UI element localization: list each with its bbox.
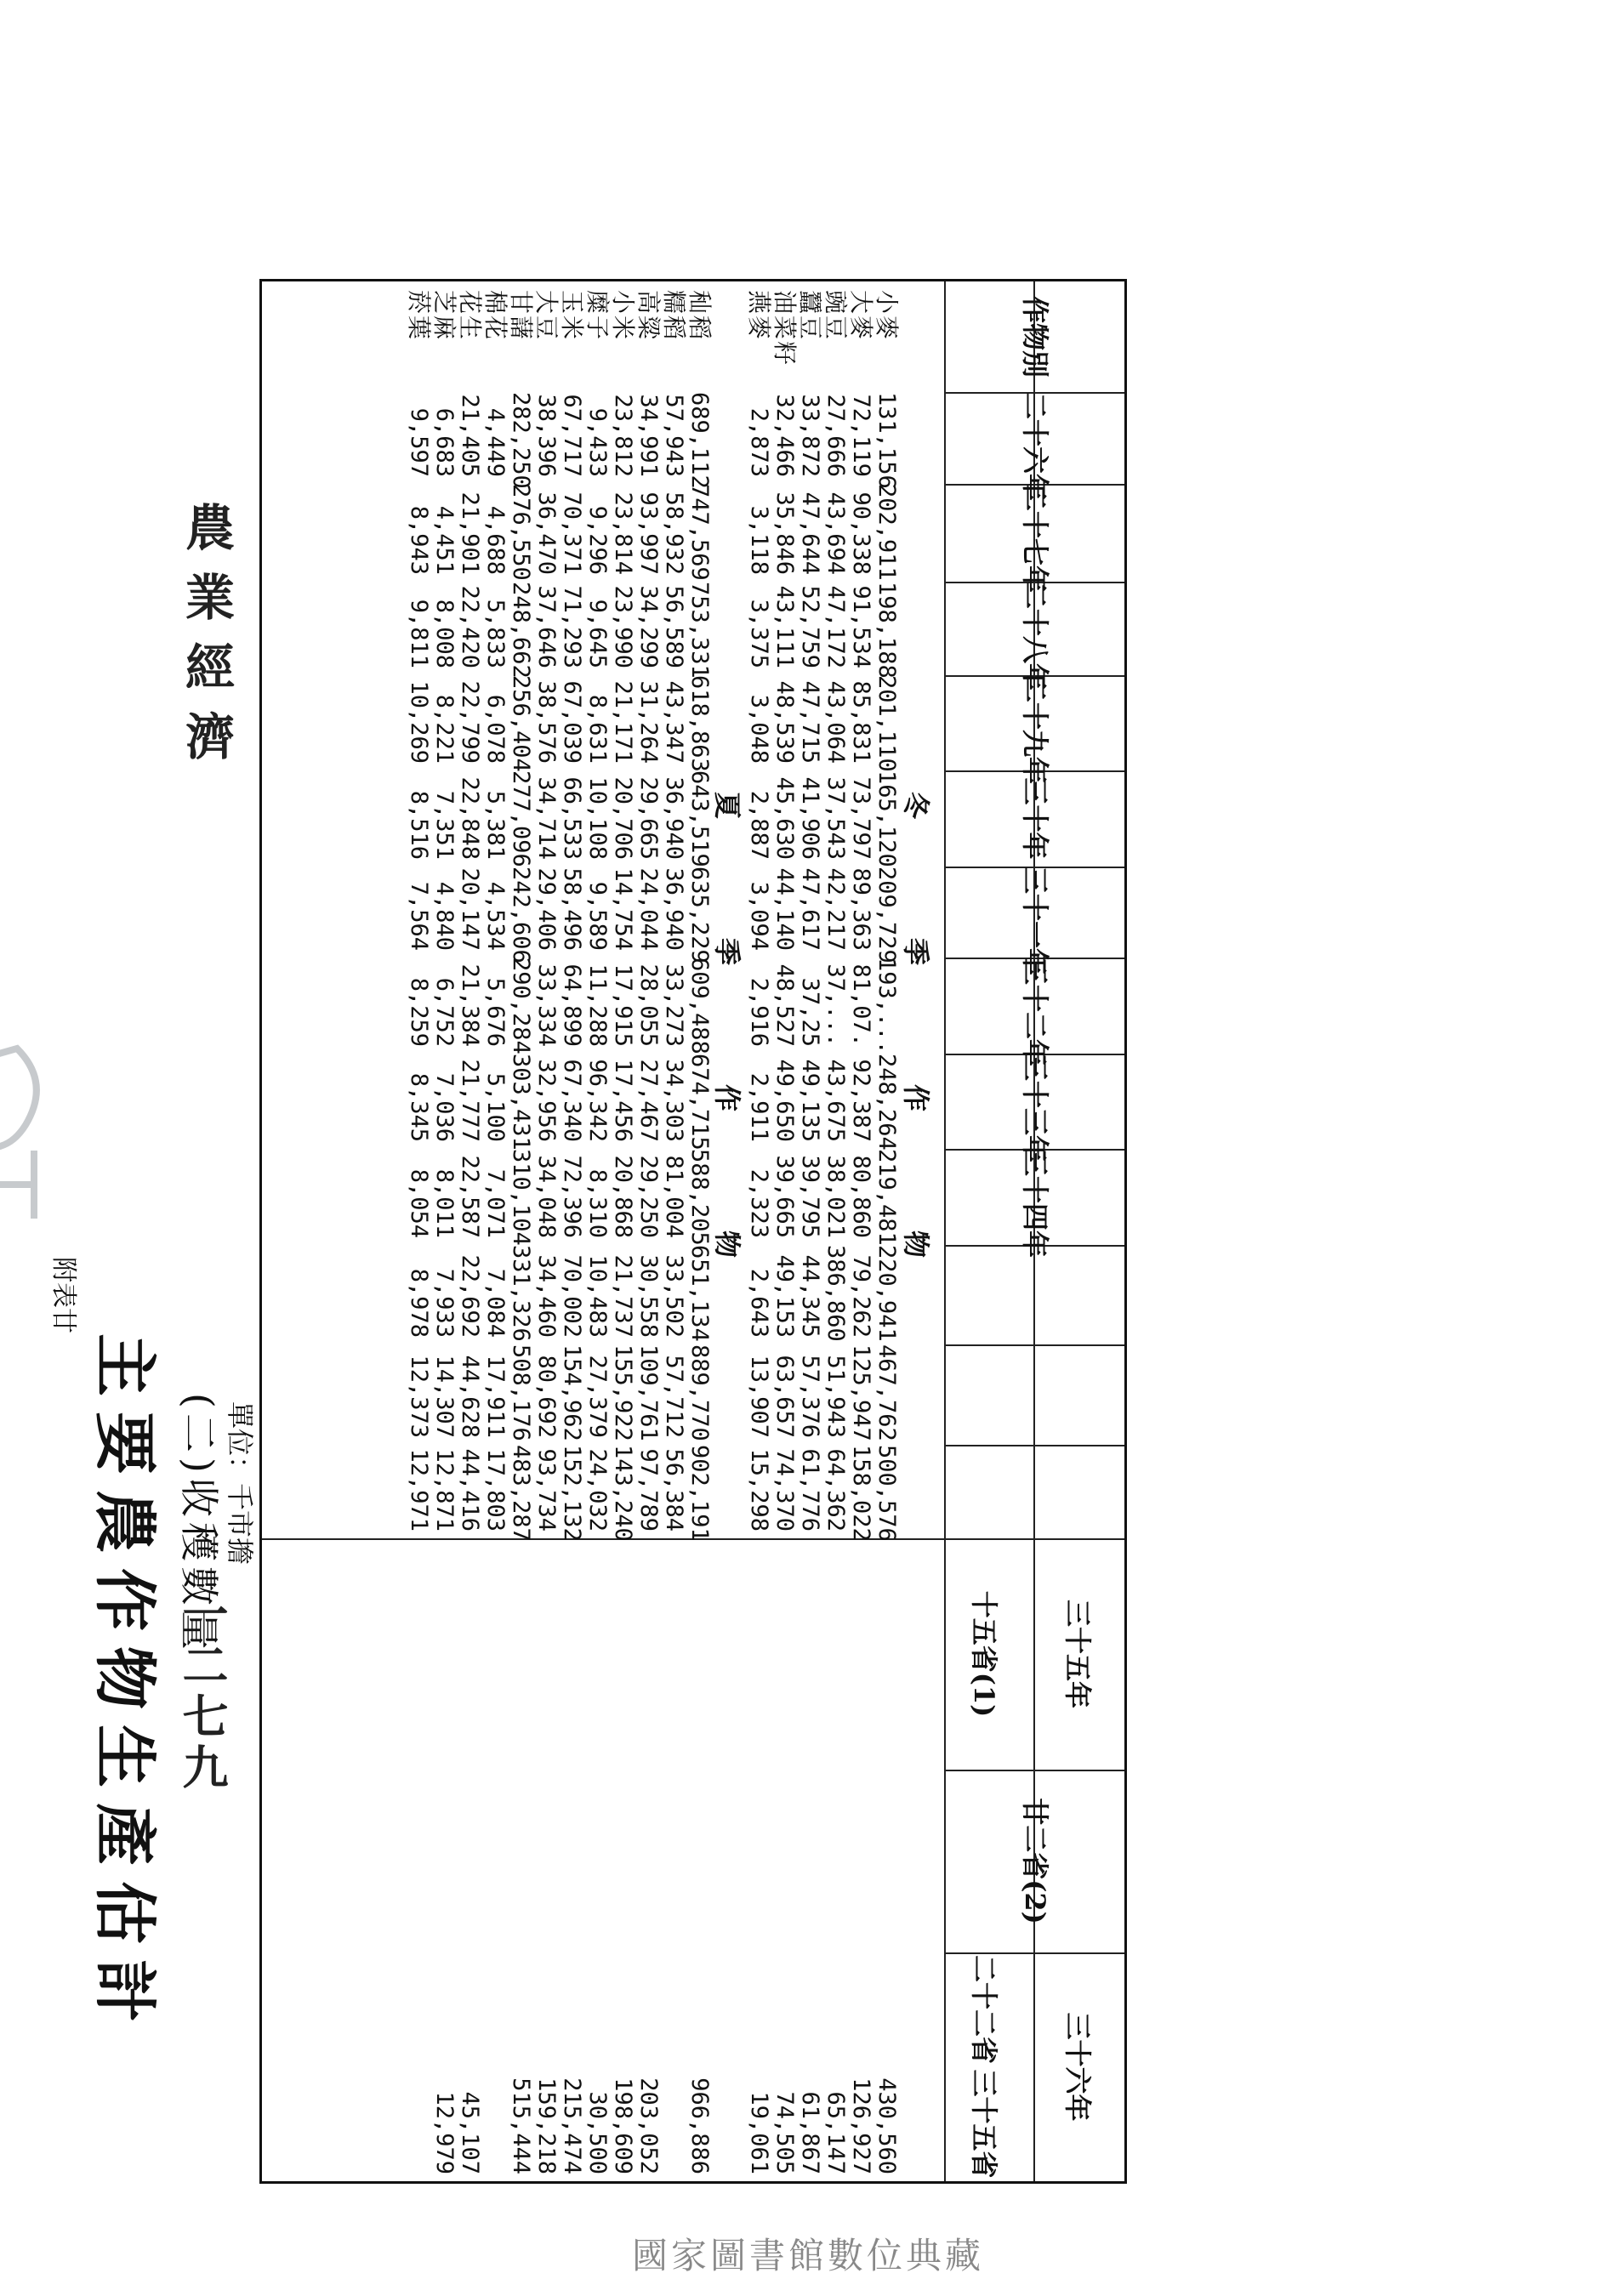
- winter-cell: 219,481: [873, 1149, 900, 1246]
- winter-cell: 44,140: [771, 867, 798, 951]
- summer-cell: 22,692: [457, 1254, 483, 1338]
- year-header: 二十八年: [1019, 582, 1051, 691]
- crop-label: 油菜籽: [771, 290, 799, 367]
- winter-cell: 61,776: [797, 1448, 823, 1532]
- crop-label: 大麥: [847, 290, 875, 342]
- summer-cell: 45,107: [457, 2091, 483, 2174]
- winter-cell: 43,675: [822, 1059, 849, 1142]
- winter-cell: 73,797: [848, 776, 874, 860]
- winter-cell: 91,534: [848, 585, 874, 668]
- summer-cell: 21,777: [457, 1059, 483, 1142]
- summer-cell: 67,340: [559, 1059, 585, 1142]
- year-header-35: 三十五年: [1061, 1599, 1094, 1708]
- summer-cell: 32,956: [533, 1059, 560, 1142]
- summer-cell: 36,470: [533, 492, 560, 575]
- summer-cell: 22,587: [457, 1155, 483, 1238]
- summer-cell: 34,714: [533, 776, 560, 860]
- winter-cell: 61,867: [797, 2091, 823, 2174]
- summer-cell: 203,052: [635, 2077, 662, 2174]
- winter-cell: 47,644: [797, 492, 823, 575]
- winter-cell: 64,362: [822, 1448, 849, 1532]
- summer-cell: 34,991: [635, 394, 662, 477]
- summer-cell: 609,488: [686, 958, 713, 1054]
- summer-cell: 154,962: [559, 1344, 585, 1441]
- summer-cell: 7,933: [431, 1268, 458, 1338]
- summer-cell: 6,752: [431, 977, 458, 1047]
- summer-cell: 8,345: [406, 1072, 432, 1142]
- summer-cell: 508,176: [508, 1344, 534, 1441]
- summer-cell: 38,576: [533, 680, 560, 764]
- winter-cell: 193,...: [873, 958, 900, 1054]
- summer-cell: 9,296: [584, 505, 611, 575]
- winter-cell: 47,172: [822, 585, 849, 668]
- summer-cell: 44,416: [457, 1448, 483, 1532]
- winter-cell: 430,560: [873, 2077, 900, 2174]
- summer-cell: 276,550: [508, 484, 534, 581]
- winter-cell: 37,25: [797, 977, 823, 1047]
- summer-cell: 143,240: [610, 1445, 636, 1542]
- crop-label: 糜子: [583, 290, 612, 342]
- summer-cell: 10,269: [406, 680, 432, 764]
- summer-cell: 9,433: [584, 407, 611, 477]
- winter-cell: 90,338: [848, 492, 874, 575]
- crop-label: 小米: [609, 290, 637, 342]
- crop-label: 棉花: [481, 290, 509, 342]
- table-title: 主要農作物生產估計: [88, 1333, 161, 2037]
- crop-label: 甘藷: [507, 290, 535, 342]
- summer-cell: 6,683: [431, 407, 458, 477]
- winter-cell: 2,911: [746, 1072, 772, 1142]
- summer-cell: 155,922: [610, 1344, 636, 1441]
- summer-cell: 97,789: [635, 1448, 662, 1532]
- summer-cell: 20,868: [610, 1155, 636, 1238]
- summer-cell: 21,405: [457, 394, 483, 477]
- winter-cell: 2,916: [746, 977, 772, 1047]
- winter-cell: 2,887: [746, 790, 772, 860]
- summer-cell: 12,979: [431, 2091, 458, 2174]
- taiwan-memory-logo-icon: [0, 1031, 68, 1236]
- winter-cell: 92,387: [848, 1059, 874, 1142]
- summer-cell: 30,558: [635, 1254, 662, 1338]
- summer-cell: 651,134: [686, 1245, 713, 1342]
- summer-cell: 902,191: [686, 1445, 713, 1542]
- summer-cell: 9,597: [406, 407, 432, 477]
- summer-cell: 56,384: [661, 1448, 687, 1532]
- summer-cell: 28,055: [635, 963, 662, 1047]
- running-header: 農業經濟: [177, 502, 235, 781]
- summer-cell: 57,712: [661, 1355, 687, 1438]
- winter-cell: 198,188: [873, 582, 900, 679]
- winter-cell: 32,466: [771, 394, 798, 477]
- summer-cell: 8,054: [406, 1168, 432, 1238]
- summer-cell: 889,770: [686, 1344, 713, 1441]
- summer-cell: 96,342: [584, 1059, 611, 1142]
- summer-cell: 34,460: [533, 1254, 560, 1338]
- summer-cell: 20,706: [610, 776, 636, 860]
- year-subheader: 三十五省: [968, 2069, 1000, 2179]
- summer-cell: 80,692: [533, 1355, 560, 1438]
- summer-cell: 290,284: [508, 958, 534, 1054]
- summer-cell: 588,205: [686, 1149, 713, 1246]
- summer-cell: 14,754: [610, 867, 636, 951]
- summer-cell: 4,449: [482, 407, 509, 477]
- winter-cell: 89,363: [848, 867, 874, 951]
- winter-cell: 74,370: [771, 1448, 798, 1532]
- summer-cell: 6,078: [482, 694, 509, 764]
- col-divider: [946, 1445, 1124, 1446]
- summer-cell: 43,347: [661, 680, 687, 764]
- summer-cell: 8,978: [406, 1268, 432, 1338]
- winter-cell: 201,110: [873, 675, 900, 772]
- year-header: 二十七年: [1019, 484, 1051, 594]
- winter-cell: 209,729: [873, 867, 900, 963]
- summer-cell: 36,940: [661, 867, 687, 951]
- summer-cell: 10,483: [584, 1254, 611, 1338]
- summer-cell: 8,259: [406, 977, 432, 1047]
- winter-cell: 131,156: [873, 392, 900, 489]
- winter-cell: 49,135: [797, 1059, 823, 1142]
- summer-cell: 27,379: [584, 1355, 611, 1438]
- winter-cell: 158,022: [848, 1445, 874, 1542]
- winter-cell: 386,860: [822, 1245, 849, 1342]
- summer-cell: 689,112: [686, 392, 713, 489]
- winter-cell: 3,118: [746, 505, 772, 575]
- winter-cell: 19,061: [746, 2091, 772, 2174]
- summer-cell: 57,943: [661, 394, 687, 477]
- summer-cell: 12,871: [431, 1448, 458, 1532]
- year-header: 二十六年: [1019, 392, 1051, 502]
- summer-cell: 93,997: [635, 492, 662, 575]
- summer-cell: 8,011: [431, 1168, 458, 1238]
- summer-cell: 93,734: [533, 1448, 560, 1532]
- winter-cell: 2,323: [746, 1168, 772, 1238]
- summer-cell: 36,940: [661, 776, 687, 860]
- table-subtitle: (二)收穫數量: [176, 1393, 222, 1655]
- summer-cell: 282,250: [508, 392, 534, 489]
- winter-cell: 48,539: [771, 680, 798, 764]
- summer-cell: 248,662: [508, 582, 534, 679]
- summer-cell: 5,381: [482, 790, 509, 860]
- winter-cell: 81,07.: [848, 963, 874, 1047]
- summer-cell: 24,044: [635, 867, 662, 951]
- summer-cell: 23,814: [610, 492, 636, 575]
- summer-cell: 21,737: [610, 1254, 636, 1338]
- summer-cell: 21,384: [457, 963, 483, 1047]
- winter-cell: 35,846: [771, 492, 798, 575]
- winter-cell: 41,906: [797, 776, 823, 860]
- crop-label: 糯稻: [660, 290, 688, 342]
- summer-cell: 159,218: [533, 2077, 560, 2174]
- unit-label: 單位：千市擔: [224, 1401, 256, 1566]
- winter-cell: 39,665: [771, 1155, 798, 1238]
- winter-cell: 220,941: [873, 1245, 900, 1342]
- library-footer: 國家圖書館數位典藏: [631, 2235, 984, 2276]
- summer-cell: 17,915: [610, 963, 636, 1047]
- summer-cell: 8,008: [431, 599, 458, 668]
- summer-cell: 7,036: [431, 1072, 458, 1142]
- summer-cell: 56,589: [661, 585, 687, 668]
- summer-cell: 20,147: [457, 867, 483, 951]
- summer-cell: 17,803: [482, 1448, 509, 1532]
- summer-cell: 753,331: [686, 582, 713, 679]
- summer-cell: 33,502: [661, 1254, 687, 1338]
- crop-label: 花生: [456, 290, 484, 342]
- winter-cell: 42,217: [822, 867, 849, 951]
- winter-cell: 65,147: [822, 2091, 849, 2174]
- summer-cell: 10,108: [584, 776, 611, 860]
- page-number: 一二七九: [175, 1590, 230, 1794]
- winter-cell: 165,120: [873, 770, 900, 867]
- winter-cell: 57,376: [797, 1355, 823, 1438]
- winter-cell: 37,543: [822, 776, 849, 860]
- summer-cell: 747,569: [686, 484, 713, 581]
- summer-cell: 23,990: [610, 585, 636, 668]
- crop-label: 芝麻: [430, 290, 458, 342]
- winter-cell: 3,094: [746, 881, 772, 951]
- winter-cell: 47,715: [797, 680, 823, 764]
- winter-cell: 52,759: [797, 585, 823, 668]
- summer-cell: 4,688: [482, 505, 509, 575]
- summer-cell: 24,032: [584, 1448, 611, 1532]
- summer-cell: 27,467: [635, 1059, 662, 1142]
- winter-cell: 43,694: [822, 492, 849, 575]
- year-header: 三十一年: [1019, 867, 1051, 976]
- summer-cell: 33,273: [661, 963, 687, 1047]
- summer-cell: 58,932: [661, 492, 687, 575]
- year-header: 三十二年: [1019, 958, 1051, 1067]
- summer-cell: 198,609: [610, 2077, 636, 2174]
- summer-cell: 310,104: [508, 1149, 534, 1246]
- winter-cell: 49,650: [771, 1059, 798, 1142]
- summer-cell: 8,943: [406, 505, 432, 575]
- summer-cell: 966,886: [686, 2077, 713, 2174]
- summer-cell: 9,811: [406, 599, 432, 668]
- summer-cell: 635,229: [686, 867, 713, 963]
- summer-cell: 7,084: [482, 1268, 509, 1338]
- summer-cell: 22,799: [457, 680, 483, 764]
- summer-cell: 8,516: [406, 790, 432, 860]
- summer-cell: 34,299: [635, 585, 662, 668]
- winter-cell: 2,643: [746, 1268, 772, 1338]
- summer-cell: 215,474: [559, 2077, 585, 2174]
- summer-cell: 38,396: [533, 394, 560, 477]
- year-header: 三十四年: [1019, 1149, 1051, 1259]
- winter-cell: 38,021: [822, 1155, 849, 1238]
- crop-label: 秈稻: [686, 290, 714, 342]
- summer-cell: 81,004: [661, 1155, 687, 1238]
- summer-cell: 109,761: [635, 1344, 662, 1441]
- summer-cell: 70,002: [559, 1254, 585, 1338]
- summer-cell: 17,456: [610, 1059, 636, 1142]
- winter-cell: 39,795: [797, 1155, 823, 1238]
- year-subheader: 二十二省: [968, 1954, 1000, 2064]
- summer-cell: 30,500: [584, 2091, 611, 2174]
- crop-label: 玉米: [558, 290, 586, 342]
- summer-cell: 152,132: [559, 1445, 585, 1542]
- summer-cell: 33,334: [533, 963, 560, 1047]
- summer-cell: 8,221: [431, 694, 458, 764]
- data-table: [259, 279, 1127, 2184]
- winter-cell: 45,630: [771, 776, 798, 860]
- crop-label: 菸葉: [405, 290, 433, 342]
- summer-cell: 4,534: [482, 881, 509, 951]
- winter-cell: 126,927: [848, 2077, 874, 2174]
- winter-cell: 72,119: [848, 394, 874, 477]
- summer-cell: 34,048: [533, 1155, 560, 1238]
- winter-cell: 79,262: [848, 1254, 874, 1338]
- summer-cell: 5,100: [482, 1072, 509, 1142]
- summer-cell: 37,646: [533, 585, 560, 668]
- summer-cell: 31,264: [635, 680, 662, 764]
- summer-cell: 331,326: [508, 1245, 534, 1342]
- summer-cell: 643,519: [686, 770, 713, 867]
- summer-cell: 70,371: [559, 492, 585, 575]
- summer-cell: 4,451: [431, 505, 458, 575]
- winter-cell: 37,...: [822, 963, 849, 1047]
- summer-cell: 7,564: [406, 881, 432, 951]
- summer-cell: 8,310: [584, 1168, 611, 1238]
- summer-cell: 64,899: [559, 963, 585, 1047]
- summer-cell: 7,351: [431, 790, 458, 860]
- winter-cell: 13,907: [746, 1355, 772, 1438]
- winter-cell: 63,657: [771, 1355, 798, 1438]
- summer-cell: 58,496: [559, 867, 585, 951]
- winter-cell: 27,666: [822, 394, 849, 477]
- summer-cell: 4,840: [431, 881, 458, 951]
- year-header: 三十年: [1019, 777, 1051, 860]
- year-subheader: 十五省(1): [968, 1590, 1000, 1718]
- summer-cell: 21,901: [457, 492, 483, 575]
- winter-cell: 500,576: [873, 1445, 900, 1542]
- header-rule: [944, 281, 946, 2181]
- summer-cell: 66,533: [559, 776, 585, 860]
- winter-cell: 51,943: [822, 1355, 849, 1438]
- crop-label: 高粱: [634, 290, 663, 342]
- summer-cell: 14,307: [431, 1355, 458, 1438]
- summer-cell: 242,606: [508, 867, 534, 963]
- summer-cell: 277,096: [508, 770, 534, 867]
- summer-cell: 29,250: [635, 1155, 662, 1238]
- summer-cell: 22,420: [457, 585, 483, 668]
- section-summer-label: 夏季作物: [711, 792, 743, 1378]
- annex-label: 附表廿: [48, 1257, 78, 1333]
- summer-cell: 34,303: [661, 1059, 687, 1142]
- winter-cell: 3,375: [746, 599, 772, 668]
- winter-cell: 202,911: [873, 484, 900, 581]
- summer-cell: 12,971: [406, 1448, 432, 1532]
- crop-label: 豌豆: [822, 290, 850, 342]
- winter-cell: 43,064: [822, 680, 849, 764]
- summer-cell: 618,863: [686, 675, 713, 772]
- summer-cell: 256,404: [508, 675, 534, 772]
- summer-cell: 8,631: [584, 694, 611, 764]
- summer-cell: 29,665: [635, 776, 662, 860]
- crop-column-header: 作物別: [1019, 295, 1051, 378]
- summer-cell: 5,676: [482, 977, 509, 1047]
- winter-cell: 74,505: [771, 2091, 798, 2174]
- summer-cell: 72,396: [559, 1155, 585, 1238]
- summer-cell: 44,628: [457, 1355, 483, 1438]
- summer-cell: 12,373: [406, 1355, 432, 1438]
- crop-label: 大豆: [532, 290, 560, 342]
- winter-cell: 15,298: [746, 1448, 772, 1532]
- col-divider: [946, 1344, 1124, 1346]
- summer-cell: 29,406: [533, 867, 560, 951]
- winter-cell: 43,111: [771, 585, 798, 668]
- year-header-36: 三十六年: [1061, 2012, 1094, 2122]
- summer-cell: 483,287: [508, 1445, 534, 1542]
- crop-label: 小麥: [873, 290, 901, 342]
- crop-label: 蠶豆: [796, 290, 824, 342]
- summer-cell: 303,431: [508, 1054, 534, 1151]
- crop-label: 燕麥: [745, 290, 773, 342]
- summer-cell: 21,171: [610, 680, 636, 764]
- summer-cell: 67,039: [559, 680, 585, 764]
- summer-cell: 71,293: [559, 585, 585, 668]
- summer-cell: 9,645: [584, 599, 611, 668]
- winter-cell: 85,831: [848, 680, 874, 764]
- summer-cell: 7,071: [482, 1168, 509, 1238]
- winter-cell: 49,153: [771, 1254, 798, 1338]
- winter-cell: 44,345: [797, 1254, 823, 1338]
- summer-cell: 22,848: [457, 776, 483, 860]
- winter-cell: 48,527: [771, 963, 798, 1047]
- winter-cell: 47,617: [797, 867, 823, 951]
- winter-cell: 80,860: [848, 1155, 874, 1238]
- winter-cell: 467,762: [873, 1344, 900, 1441]
- summer-cell: 9,589: [584, 881, 611, 951]
- summer-cell: 5,833: [482, 599, 509, 668]
- winter-cell: 33,872: [797, 394, 823, 477]
- winter-cell: 125,947: [848, 1344, 874, 1441]
- summer-cell: 67,717: [559, 394, 585, 477]
- summer-cell: 11,288: [584, 963, 611, 1047]
- summer-cell: 515,444: [508, 2077, 534, 2174]
- summer-cell: 23,812: [610, 394, 636, 477]
- year-header: 三十三年: [1019, 1054, 1051, 1163]
- winter-cell: 2,873: [746, 407, 772, 477]
- year-subheader: 廿二省(2): [1019, 1798, 1051, 1924]
- winter-cell: 3,048: [746, 694, 772, 764]
- summer-cell: 674,715: [686, 1054, 713, 1151]
- rotated-table-page: [0, 262, 1161, 2201]
- winter-cell: 248,264: [873, 1054, 900, 1151]
- year-header: 二十九年: [1019, 675, 1051, 785]
- summer-cell: 17,911: [482, 1355, 509, 1438]
- section-winter-label: 冬季作物: [900, 792, 932, 1378]
